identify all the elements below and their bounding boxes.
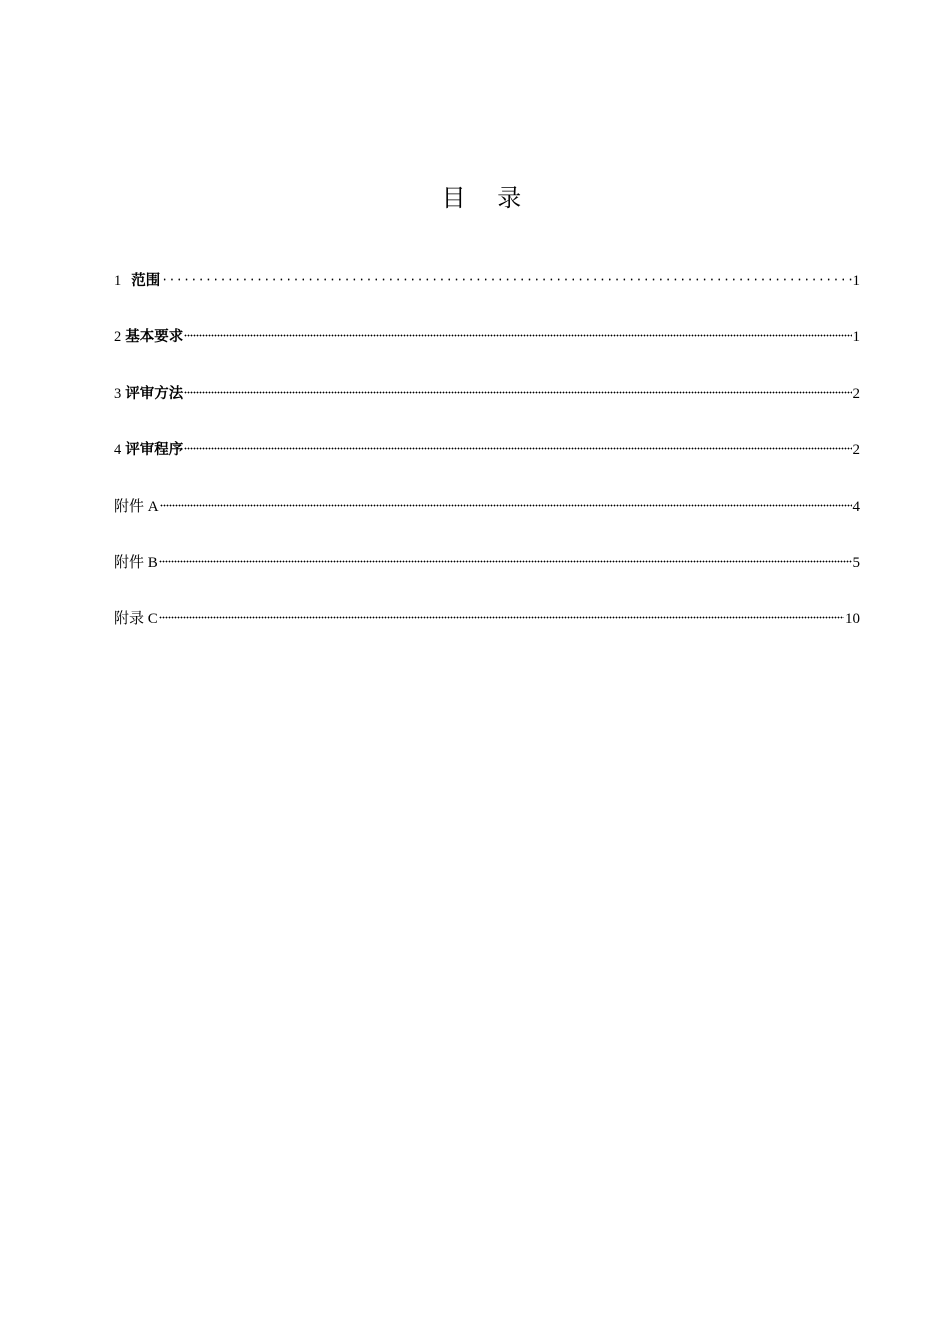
toc-entry-text: 范围 [131, 273, 161, 289]
toc-entry-text: 附件 B [114, 554, 158, 571]
toc-entry-text: 评审方法 [125, 385, 184, 402]
toc-dot-leader [159, 609, 844, 619]
table-of-contents [114, 265, 860, 660]
toc-dot-leader [160, 497, 852, 507]
toc-dot-leader [184, 440, 851, 450]
toc-entry-attachment-b[interactable] [114, 547, 860, 603]
toc-entry-number: 1 [114, 273, 122, 289]
toc-dot-leader [184, 384, 851, 394]
toc-entry-attachment-a[interactable] [114, 491, 860, 547]
toc-entry-label [114, 434, 183, 466]
toc-entry-number: 4 [114, 442, 122, 459]
toc-dot-leader [184, 327, 851, 337]
toc-page-number: 2 [852, 385, 860, 402]
toc-entry-number: 2 [114, 329, 122, 346]
toc-entry-scope[interactable] [114, 265, 860, 321]
toc-page-number: 10 [845, 611, 860, 628]
toc-entry-label [114, 378, 183, 410]
toc-dot-leader [161, 271, 851, 281]
toc-entry-label [114, 321, 183, 353]
toc-entry-label [114, 265, 160, 297]
toc-page-number: 5 [852, 554, 860, 571]
toc-page-number: 4 [852, 498, 860, 515]
toc-title: 目 录 [441, 184, 534, 212]
toc-entry-number: 3 [114, 385, 122, 402]
toc-page-number: 1 [852, 329, 860, 346]
toc-entry-text: 附件 A [114, 498, 159, 515]
toc-page-number: 2 [852, 442, 860, 459]
toc-page-number: 1 [852, 273, 860, 289]
toc-entry-appendix-c[interactable] [114, 603, 860, 659]
toc-entry-text: 附录 C [114, 611, 158, 628]
toc-entry-basic-requirements[interactable] [114, 321, 860, 377]
toc-entry-review-methods[interactable] [114, 378, 860, 434]
toc-entry-text: 基本要求 [125, 329, 184, 346]
toc-dot-leader [159, 553, 852, 563]
toc-entry-text: 评审程序 [125, 442, 184, 459]
toc-entry-review-procedure[interactable] [114, 434, 860, 490]
